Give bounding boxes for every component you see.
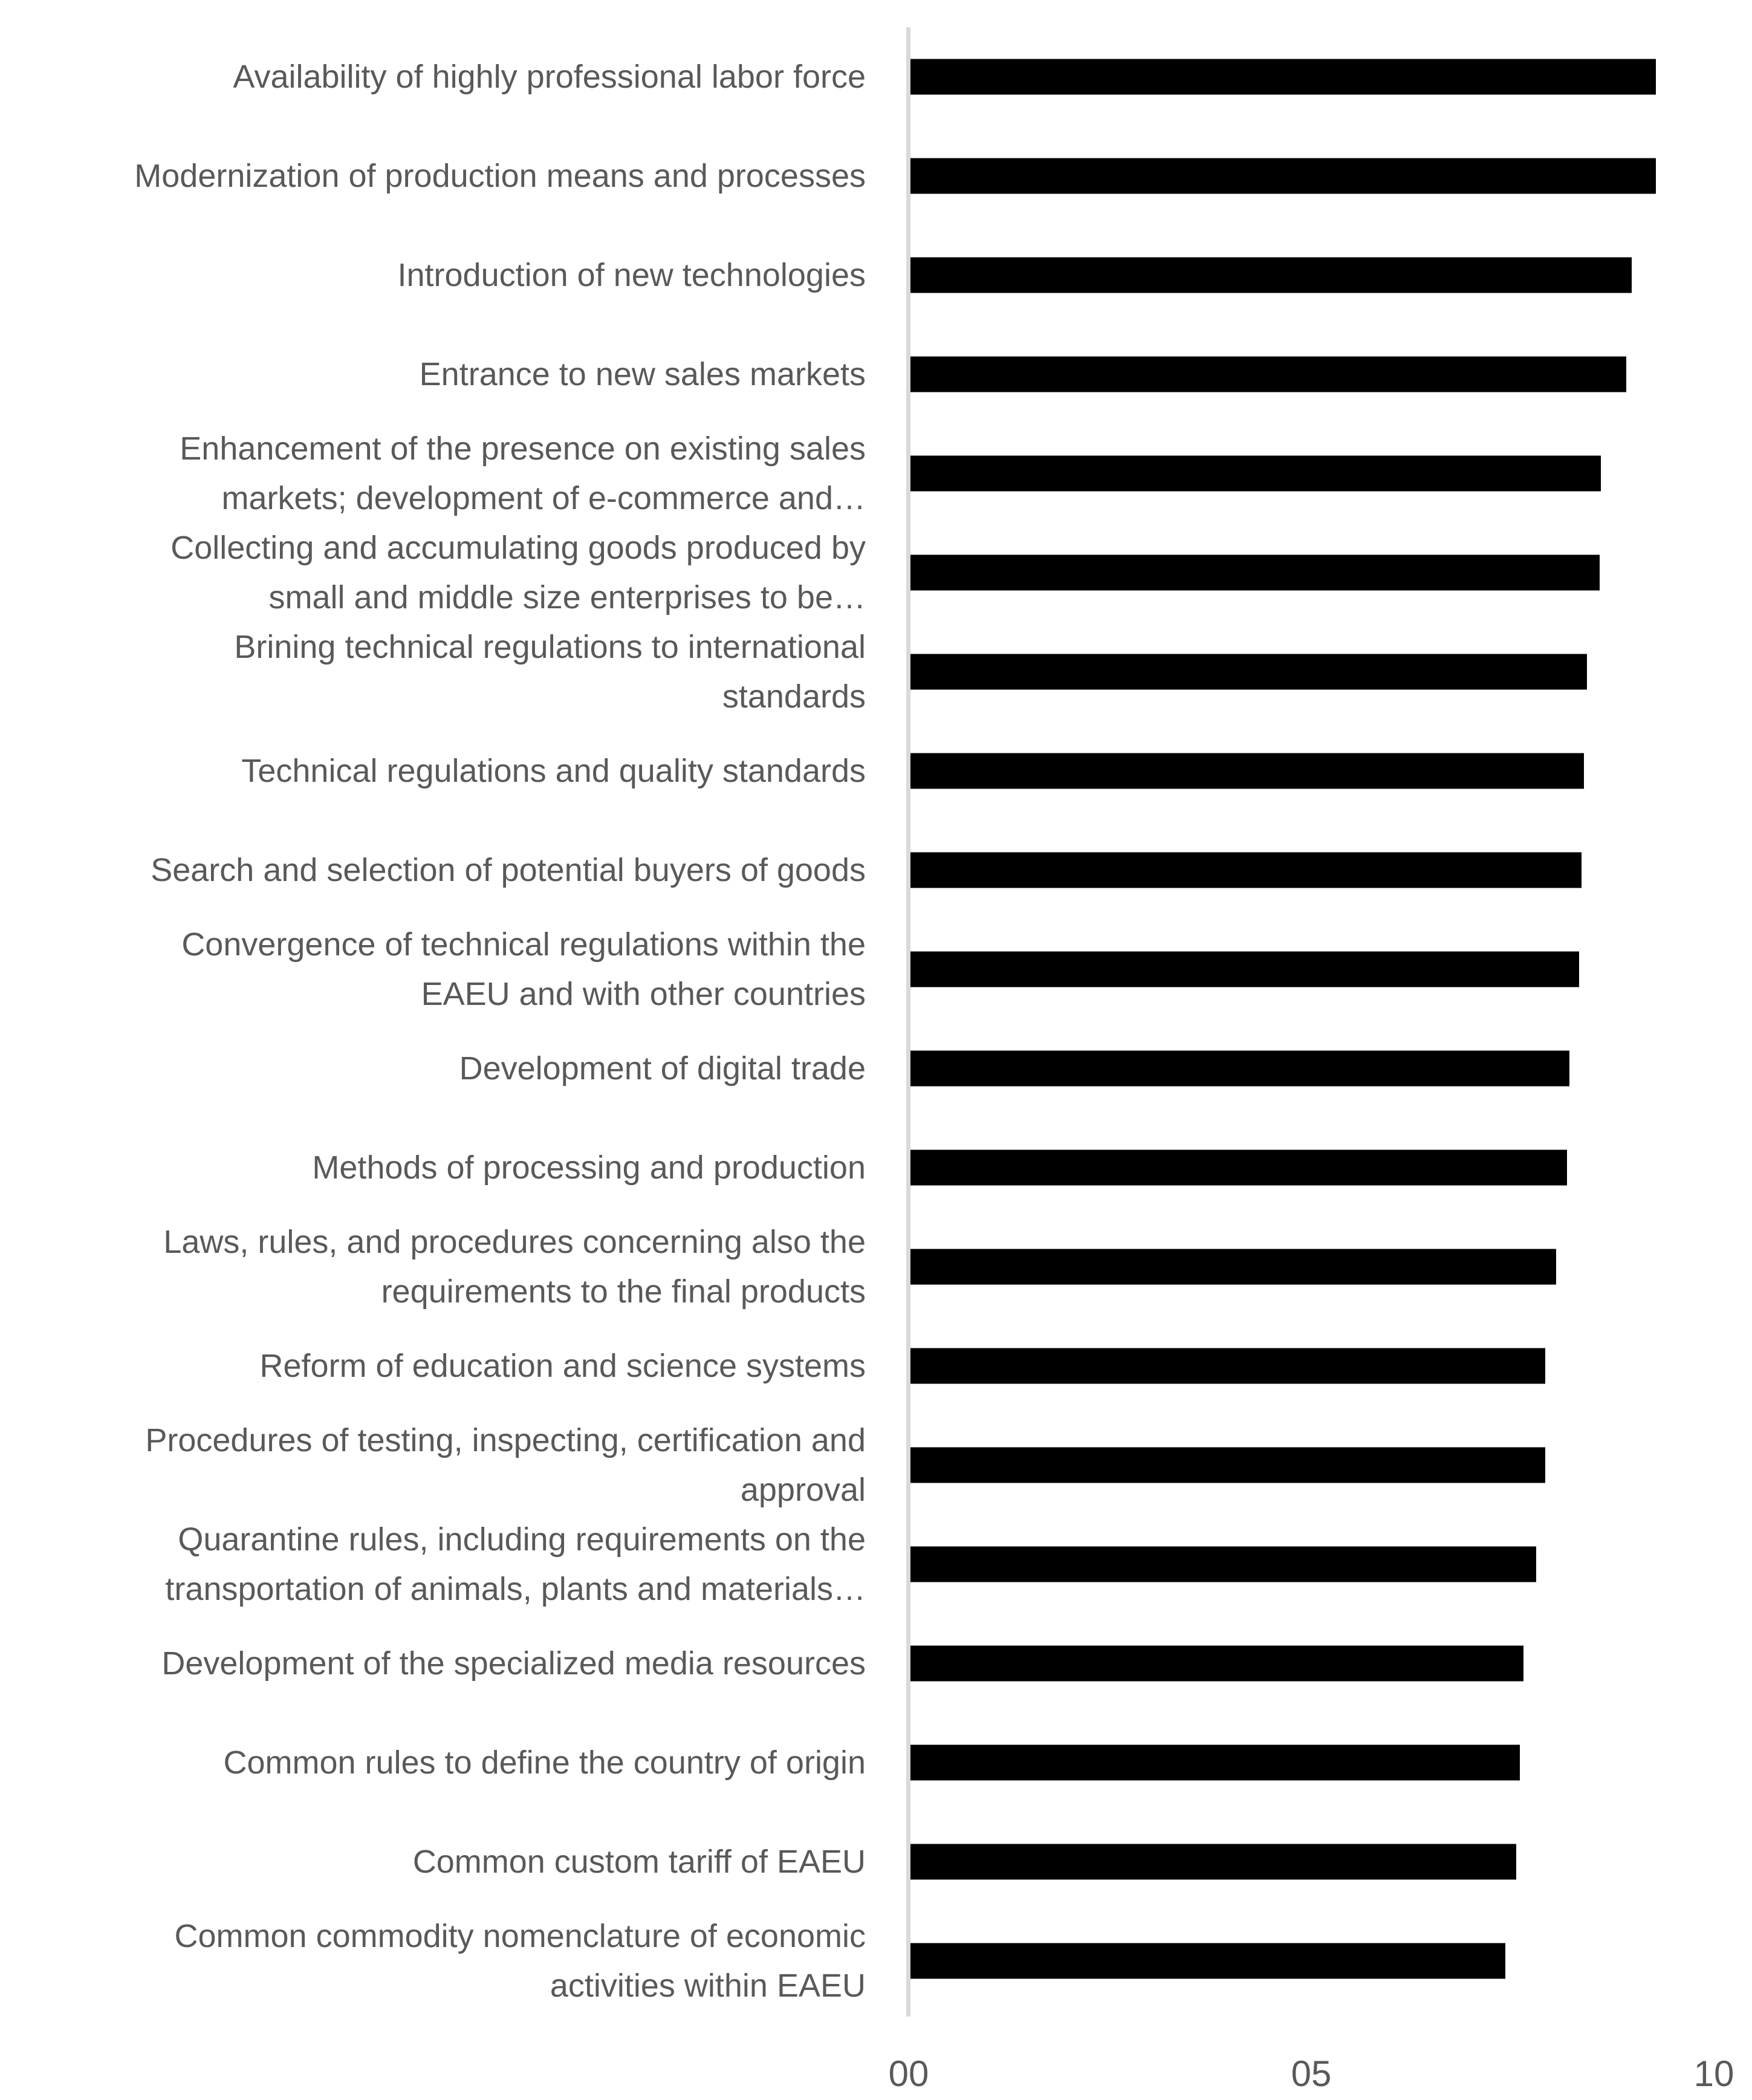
- data-bar: [910, 1348, 1545, 1384]
- data-bar: [910, 853, 1582, 888]
- data-bar: [910, 1844, 1516, 1880]
- category-label-line: Convergence of technical regulations within the: [181, 926, 866, 963]
- category-label-line: activities within EAEU: [550, 1968, 866, 2004]
- x-tick-label: 00: [888, 2053, 929, 2094]
- category-label-line: Reform of education and science systems: [259, 1348, 866, 1384]
- data-bar: [910, 1646, 1523, 1682]
- data-bar: [910, 1448, 1545, 1483]
- data-bar: [910, 258, 1632, 293]
- data-bar: [910, 555, 1600, 591]
- category-label-line: Introduction of new technologies: [397, 257, 866, 293]
- category-label-line: requirements to the final products: [381, 1273, 866, 1310]
- data-bar: [910, 1745, 1520, 1781]
- category-label: [1, 250, 866, 300]
- category-label: [1, 1837, 866, 1887]
- category-label-line: Procedures of testing, inspecting, certification and: [145, 1422, 866, 1458]
- data-bar: [910, 952, 1579, 987]
- data-bar: [910, 357, 1626, 392]
- category-label-line: Modernization of production means and processes: [134, 158, 866, 194]
- category-label: [1, 1143, 866, 1192]
- category-label: [1, 1738, 866, 1787]
- category-label: [1, 1515, 866, 1614]
- category-label: [1, 845, 866, 895]
- category-label: [1, 523, 866, 622]
- category-label-line: Common commodity nomenclature of economic: [174, 1918, 866, 1954]
- category-label-line: Development of the specialized media resources: [161, 1645, 866, 1682]
- y-axis-line: [906, 27, 910, 2017]
- category-label: [1, 746, 866, 796]
- x-tick-label: 05: [1291, 2053, 1332, 2094]
- category-label: [1, 1911, 866, 2011]
- category-label-line: Quarantine rules, including requirements on the: [178, 1521, 866, 1558]
- category-label-line: Availability of highly professional labor force: [233, 59, 866, 95]
- category-label-line: Brining technical regulations to international: [234, 629, 866, 665]
- category-label: [1, 1044, 866, 1093]
- data-bar: [910, 1150, 1567, 1186]
- category-label: [1, 151, 866, 201]
- data-bar: [910, 753, 1584, 789]
- category-label: [1, 920, 866, 1019]
- category-label: [1, 1639, 866, 1688]
- category-label-line: Search and selection of potential buyers of goods: [151, 852, 866, 888]
- category-label-line: small and middle size enterprises to be…: [268, 579, 866, 616]
- category-label-line: Development of digital trade: [459, 1050, 866, 1087]
- category-label-line: Entrance to new sales markets: [419, 356, 866, 392]
- category-label: [1, 424, 866, 523]
- data-bar: [910, 456, 1601, 492]
- category-label: [1, 1217, 866, 1316]
- category-label-line: Common rules to define the country of origin: [223, 1744, 866, 1781]
- category-label-line: transportation of animals, plants and materials…: [165, 1571, 866, 1607]
- x-tick-label: 10: [1693, 2053, 1734, 2094]
- category-label-line: Common custom tariff of EAEU: [412, 1844, 866, 1880]
- data-bar: [910, 59, 1656, 95]
- category-label-line: markets; development of e-commerce and…: [221, 480, 866, 516]
- category-label-line: Collecting and accumulating goods produced by: [170, 530, 866, 566]
- data-bar: [910, 1943, 1505, 1979]
- category-label-line: Laws, rules, and procedures concerning also the: [163, 1224, 866, 1260]
- category-label-line: EAEU and with other countries: [421, 976, 866, 1012]
- data-bar: [910, 1051, 1569, 1087]
- category-label-line: Technical regulations and quality standards: [241, 753, 866, 789]
- category-label: [1, 1341, 866, 1391]
- category-label-line: Methods of processing and production: [312, 1149, 866, 1186]
- data-bar: [910, 654, 1587, 690]
- category-label-line: Enhancement of the presence on existing sales: [180, 431, 866, 467]
- data-bar: [910, 1249, 1556, 1285]
- category-label: [1, 349, 866, 399]
- category-label: [1, 622, 866, 721]
- category-label: [1, 52, 866, 102]
- data-bar: [910, 158, 1656, 194]
- category-label: [1, 1416, 866, 1515]
- category-label-line: standards: [722, 678, 866, 715]
- data-bar: [910, 1547, 1536, 1582]
- category-label-line: approval: [740, 1472, 866, 1508]
